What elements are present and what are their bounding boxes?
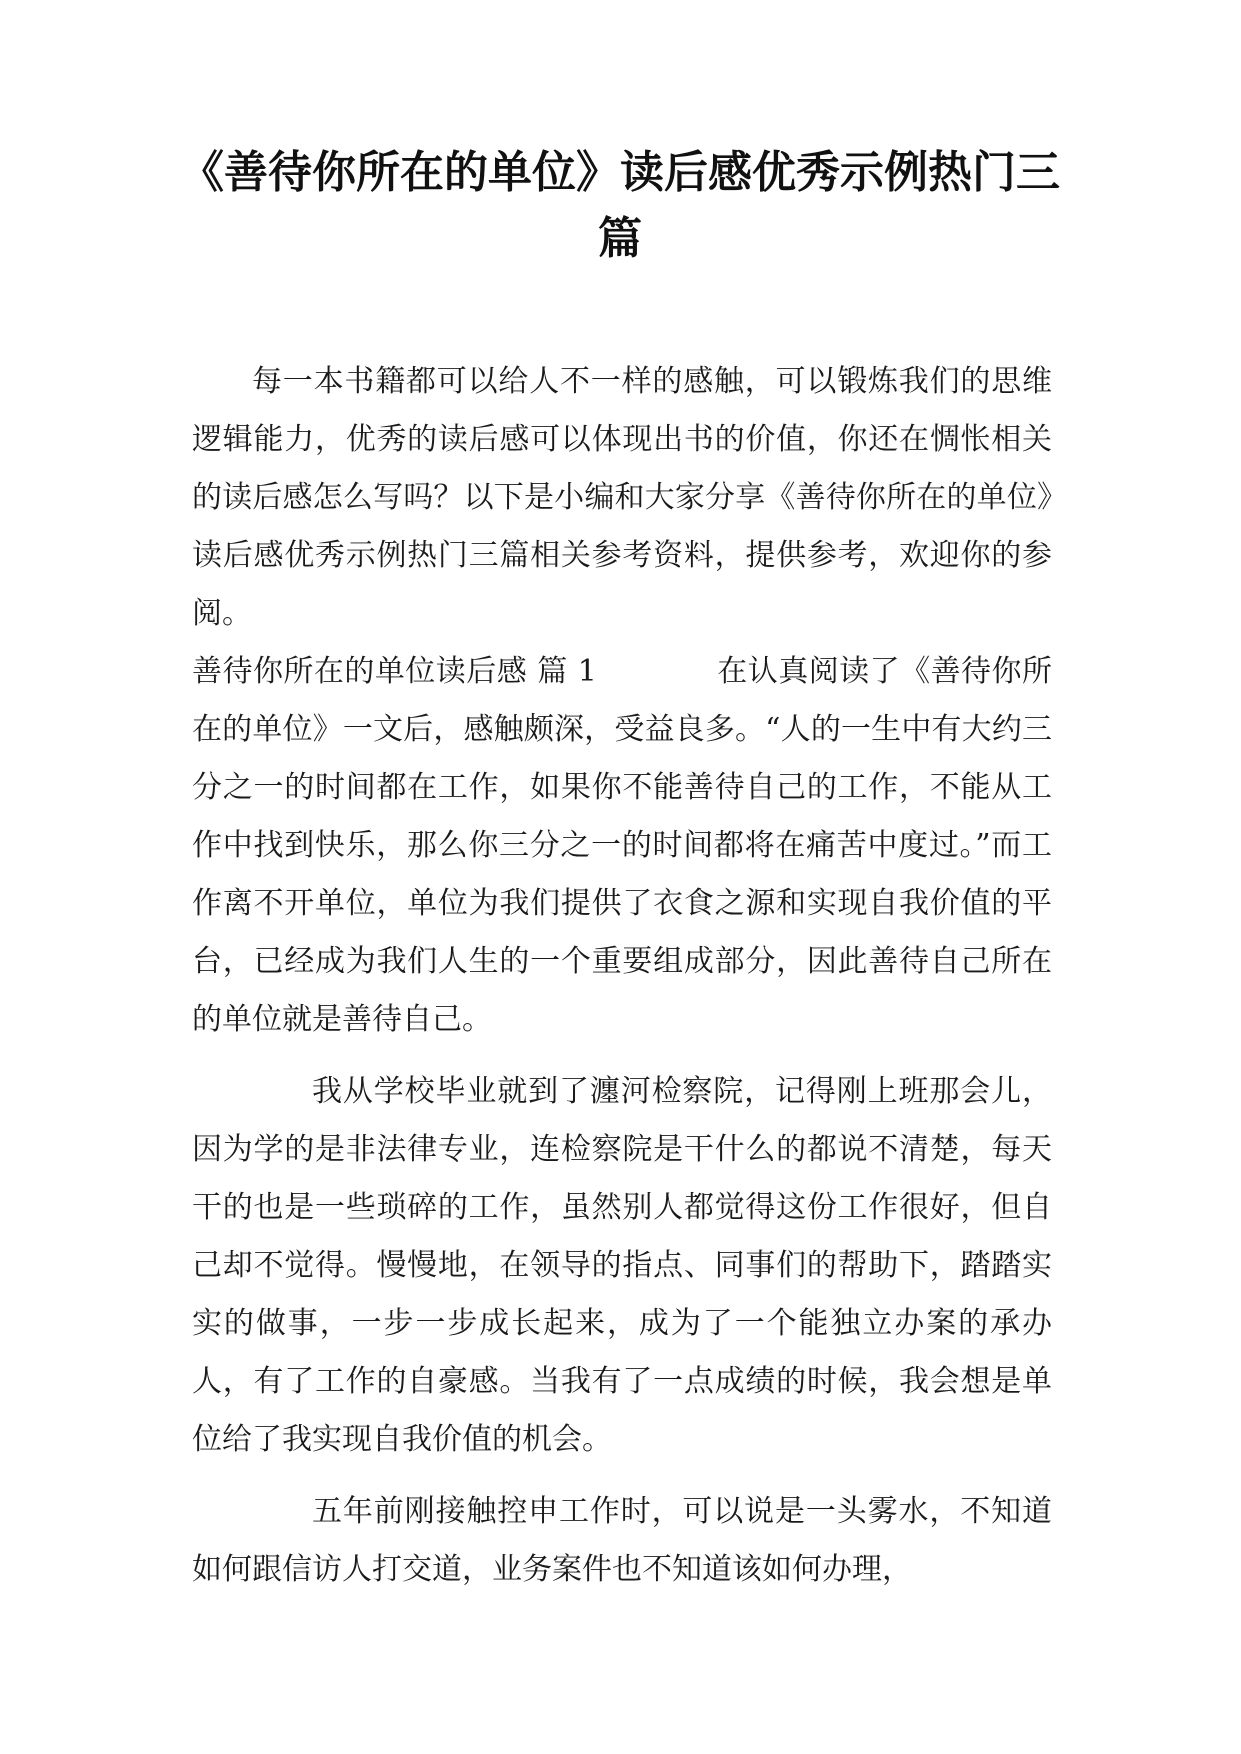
document-body <box>192 353 1052 1599</box>
section-1-paragraph-2: 我从学校毕业就到了瀍河检察院，记得刚上班那会儿，因为学的是非法律专业，连检察院是干什么的都说不清楚，每天干的也是一些琐碎的工作，虽然别人都觉得这份工作很好，但自己却不觉得。慢慢地，在领导的指点、同事们的帮助下，踏踏实实的做事，一步一步成长起来，成为了一个能独立办案的承办人，有了工作的自豪感。当我有了一点成绩的时候，我会想是单位给了我实现自我价值的机会。 <box>192 1074 1052 1457</box>
section-1-paragraph-3: 五年前刚接触控申工作时，可以说是一头雾水，不知道如何跟信访人打交道，业务案件也不知道该如何办理， <box>192 1494 1052 1587</box>
intro-paragraph: 每一本书籍都可以给人不一样的感触，可以锻炼我们的思维逻辑能力，优秀的读后感可以体现出书的价值，你还在惆怅相关的读后感怎么写吗？以下是小编和大家分享《善待你所在的单位》读后感优秀示例热门三篇相关参考资料，提供参考，欢迎你的参阅。 <box>192 364 1052 631</box>
section-1-block <box>192 643 1052 1049</box>
section-1-paragraph-1: 在认真阅读了《善待你所在的单位》一文后，感触颇深，受益良多。“人的一生中有大约三分之一的时间都在工作，如果你不能善待自己的工作，不能从工作中找到快乐，那么你三分之一的时间都将在痛苦中度过。”而工作离不开单位，单位为我们提供了衣食之源和实现自我价值的平台，已经成为我们人生的一个重要组成部分，因此善待自己所在的单位就是善待自己。 <box>192 654 1053 1037</box>
section-heading: 善待你所在的单位读后感 篇 1 <box>192 654 597 689</box>
document-title: 《善待你所在的单位》读后感优秀示例热门三篇 <box>180 147 1060 264</box>
